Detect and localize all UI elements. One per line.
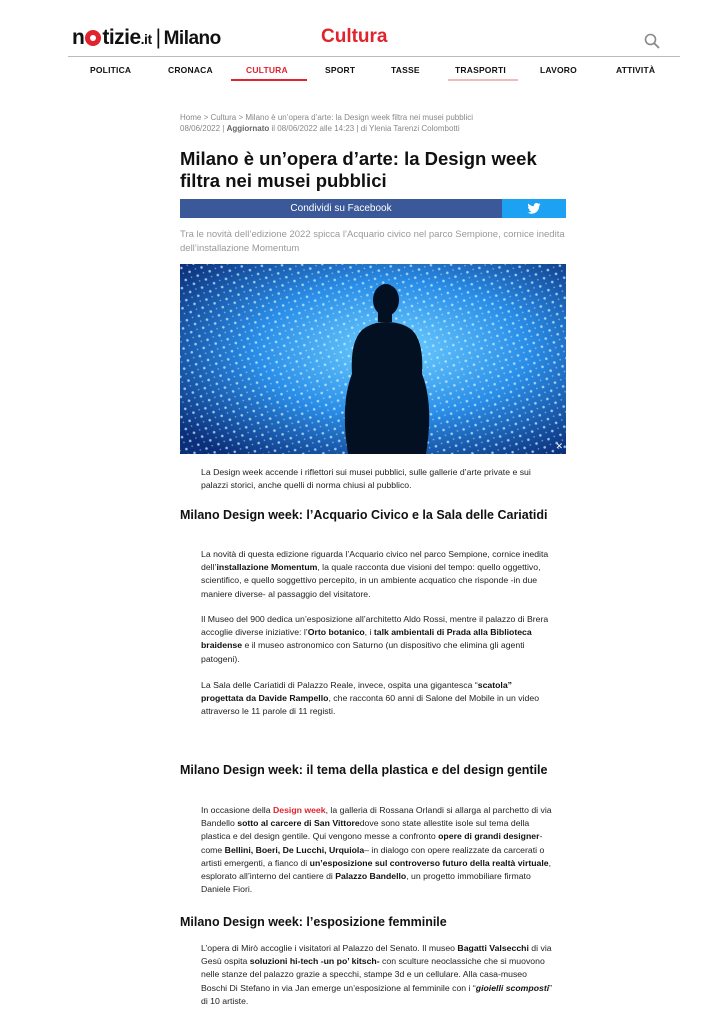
site-header	[0, 0, 724, 58]
main-nav	[68, 56, 680, 83]
breadcrumb[interactable]: Home > Cultura > Milano è un’opera d’arte: la Design week filtra nei musei pubblici	[180, 113, 474, 122]
design-week-link[interactable]: Design week	[272, 805, 326, 815]
share-bar	[180, 199, 566, 218]
nav-item-cultura[interactable]: CULTURA	[246, 65, 288, 75]
nav-item-lavoro[interactable]: LAVORO	[540, 65, 577, 75]
nav-active-underline	[231, 79, 307, 81]
nav-item-politica[interactable]: POLITICA	[90, 65, 132, 75]
paragraph-3: La Sala delle Cariatidi di Palazzo Reale, invece, ospita una gigantesca “scatola” progettata da Davide Rampello, che racconta 60 anni di Salone del Mobile in un video attraverso le 11 parole di 11 registi.	[201, 680, 540, 717]
twitter-icon	[527, 203, 541, 214]
article-subtitle: Tra le novità dell’edizione 2022 spicca l’Acquario civico nel parco Sempione, cornice inedita dell’installazione Momentum	[180, 229, 565, 254]
article-meta: 08/06/2022 | Aggiornato il 08/06/2022 alle 14:23 | di Ylenia Tarenzi Colombotti	[180, 124, 460, 133]
article-header	[180, 112, 566, 256]
nav-hover-underline	[448, 79, 518, 81]
site-logo[interactable]: n tizie.it | Milano	[72, 26, 221, 49]
search-icon[interactable]	[644, 33, 660, 49]
paragraph-4: In occasione della Design week, la galleria di Rossana Orlandi si allarga al parchetto di via Bandello sotto al carcere di San Vittoredove sono state allestite isole sul tema della plastica e del design gentile. Qui vengono messe a confronto opere di grandi designer-come Bellini, Boeri, De Lucchi, Urquiola– in dialogo con opere realizzate da carcerati o artisti emergenti, a fianco di un’esposizione sul controverso futuro della realtà virtuale, esplorato all’interno del cantiere di Palazzo Bandello, un progetto immobiliare firmato Daniele Fiori.	[201, 805, 552, 895]
image-caption: La Design week accende i riflettori sui musei pubblici, sulle gallerie d’arte private e sui palazzi storici, anche quelli di norma chiusi al pubblico.	[201, 467, 531, 491]
author-link[interactable]: di Ylenia Tarenzi Colombotti	[360, 124, 460, 133]
hero-image	[180, 264, 566, 454]
nav-item-sport[interactable]: SPORT	[325, 65, 356, 75]
hero-illustration	[180, 264, 566, 454]
article-title: Milano è un’opera d’arte: la Design week filtra nei musei pubblici	[180, 148, 537, 191]
paragraph-1: La novità di questa edizione riguarda l’Acquario civico nel parco Sempione, cornice inedita dell’installazione Momentum, la quale racconta due visioni del tempo: quello oggettivo, scientifico, e quello soggettivo percepito, in un ambiente acquatico che risponde -in due maniere diverse- al passaggio del visitatore.	[201, 549, 549, 599]
share-facebook-button[interactable]: Condividi su Facebook	[180, 199, 502, 218]
section-heading-1: Milano Design week: l’Acquario Civico e la Sala delle Cariatidi	[180, 508, 548, 522]
nav-item-tasse[interactable]: TASSE	[391, 65, 420, 75]
logo-dot-icon	[85, 30, 101, 46]
nav-item-attivita[interactable]: ATTIVITÀ	[616, 65, 656, 75]
nav-item-cronaca[interactable]: CRONACA	[168, 65, 213, 75]
paragraph-2: Il Museo del 900 dedica un’esposizione all’architetto Aldo Rossi, mentre il palazzo di Brera accoglie diverse iniziative: l’Orto botanico, i talk ambientali di Prada alla Biblioteca braidense e il museo astronomico con Saturno (un dispositivo che elimina gli agenti patogeni).	[201, 614, 549, 664]
close-icon[interactable]: ✕	[555, 441, 563, 451]
section-heading-3: Milano Design week: l’esposizione femminile	[180, 915, 447, 929]
nav-item-trasporti[interactable]: TRASPORTI	[455, 65, 506, 75]
share-twitter-button[interactable]	[502, 199, 566, 218]
section-heading-2: Milano Design week: il tema della plastica e del design gentile	[180, 763, 548, 777]
paragraph-5: L’opera di Mirò accoglie i visitatori al Palazzo del Senato. Il museo Bagatti Valsecchi di via Gesù ospita soluzioni hi-tech -un po’ kitsch- con sculture neoclassiche che si muovono nelle stanze del palazzo grazie a specchi, stampe 3d e un cellulare. Alla casa-museo Boschi Di Stefano in via Jan emerge un’esposizione al femminile con i “gioielli scomposti” di 10 artiste.	[201, 943, 553, 1006]
section-title[interactable]: Cultura	[321, 26, 388, 47]
